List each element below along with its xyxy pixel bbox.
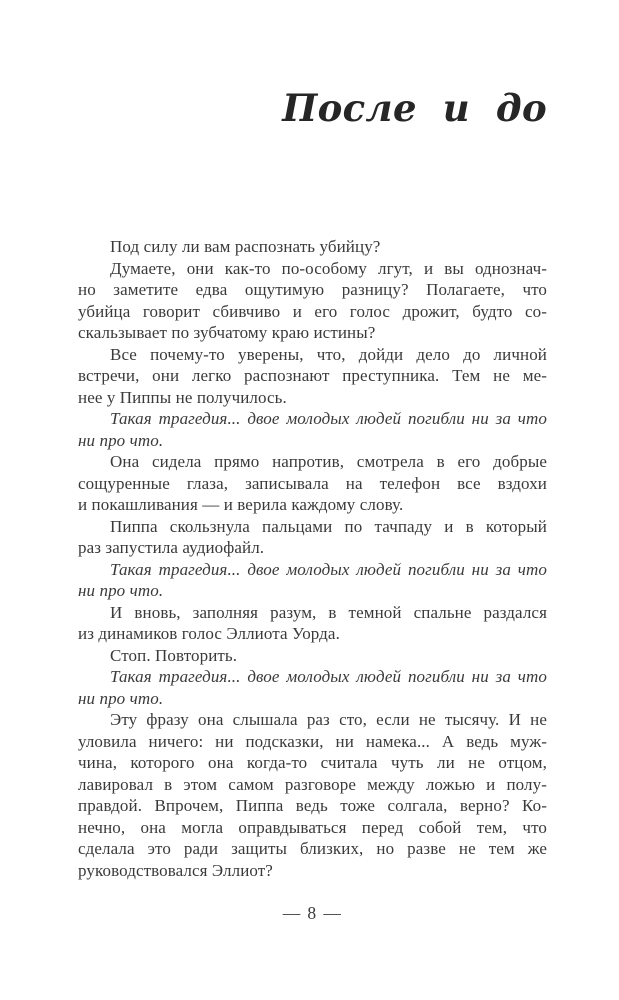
text-line: Стоп. Повторить. (110, 645, 238, 665)
text-line: нее у Пиппы не получилось. (78, 387, 287, 407)
text-line: руководствовался Эллиот? (78, 860, 273, 880)
text-line: правдой. Впрочем, Пиппа ведь тоже солгала, верно? Ко- (78, 796, 547, 815)
paragraph (78, 645, 547, 667)
text-block (78, 236, 547, 881)
text-line: Пиппа скользнула пальцами по тачпаду и в который (110, 516, 547, 536)
text-line: но заметите едва ощутимую разницу? Полагаете, что (78, 280, 547, 299)
paragraph (78, 344, 547, 409)
paragraph (78, 709, 547, 881)
text-line: Такая трагедия... двое молодых людей погибли ни за что (110, 409, 547, 428)
paragraph (78, 258, 547, 344)
paragraph (78, 236, 547, 258)
text-line: Такая трагедия... двое молодых людей погибли ни за что (110, 559, 547, 579)
text-line: убийца говорит сбивчиво и его голос дрожит, будто со- (78, 301, 547, 321)
paragraph (78, 451, 547, 516)
text-line: чина, которого она когда-то считала чуть ли не отцом, (78, 753, 547, 772)
text-line: ни про что. (78, 581, 164, 600)
text-line: Все почему-то уверены, что, дойди дело до личной (110, 344, 547, 364)
text-line: нечно, она могла оправдываться перед собой тем, что (78, 817, 547, 837)
text-line: сощуренные глаза, записывала на телефон все вздохи (78, 473, 547, 493)
text-line: лавировал в этом самом разговоре между ложью и полу- (78, 774, 547, 794)
chapter-title: После и до (282, 86, 547, 130)
text-line: уловила ничего: ни подсказки, ни намека... А ведь муж- (78, 731, 547, 751)
text-line: И вновь, заполняя разум, в темной спальне раздался (110, 602, 547, 622)
paragraph (78, 666, 547, 709)
text-line: ни про что. (78, 688, 164, 708)
page-number: — 8 — (282, 903, 343, 923)
paragraph (78, 408, 547, 451)
text-line: Под силу ли вам распознать убийцу? (110, 237, 381, 256)
text-line: раз запустила аудиофайл. (78, 538, 265, 557)
text-line: ни про что. (78, 430, 164, 450)
text-line: Эту фразу она слышала раз сто, если не тысячу. И не (110, 710, 547, 729)
text-line: встречи, они легко распознают преступника. Тем не ме- (78, 366, 547, 385)
paragraph (78, 516, 547, 559)
text-line: Такая трагедия... двое молодых людей погибли ни за что (110, 667, 547, 686)
text-line: скальзывает по зубчатому краю истины? (78, 323, 376, 342)
text-line: Думаете, они как-то по-особому лгут, и вы однознач- (110, 258, 547, 278)
text-line: из динамиков голос Эллиота Уорда. (78, 624, 340, 643)
text-line: и покашливания — и верила каждому слову. (78, 495, 404, 514)
text-line: Она сидела прямо напротив, смотрела в его добрые (110, 452, 547, 471)
text-line: сделала это ради защиты близких, но разве не тем же (78, 839, 547, 858)
paragraph (78, 559, 547, 602)
paragraph (78, 602, 547, 645)
